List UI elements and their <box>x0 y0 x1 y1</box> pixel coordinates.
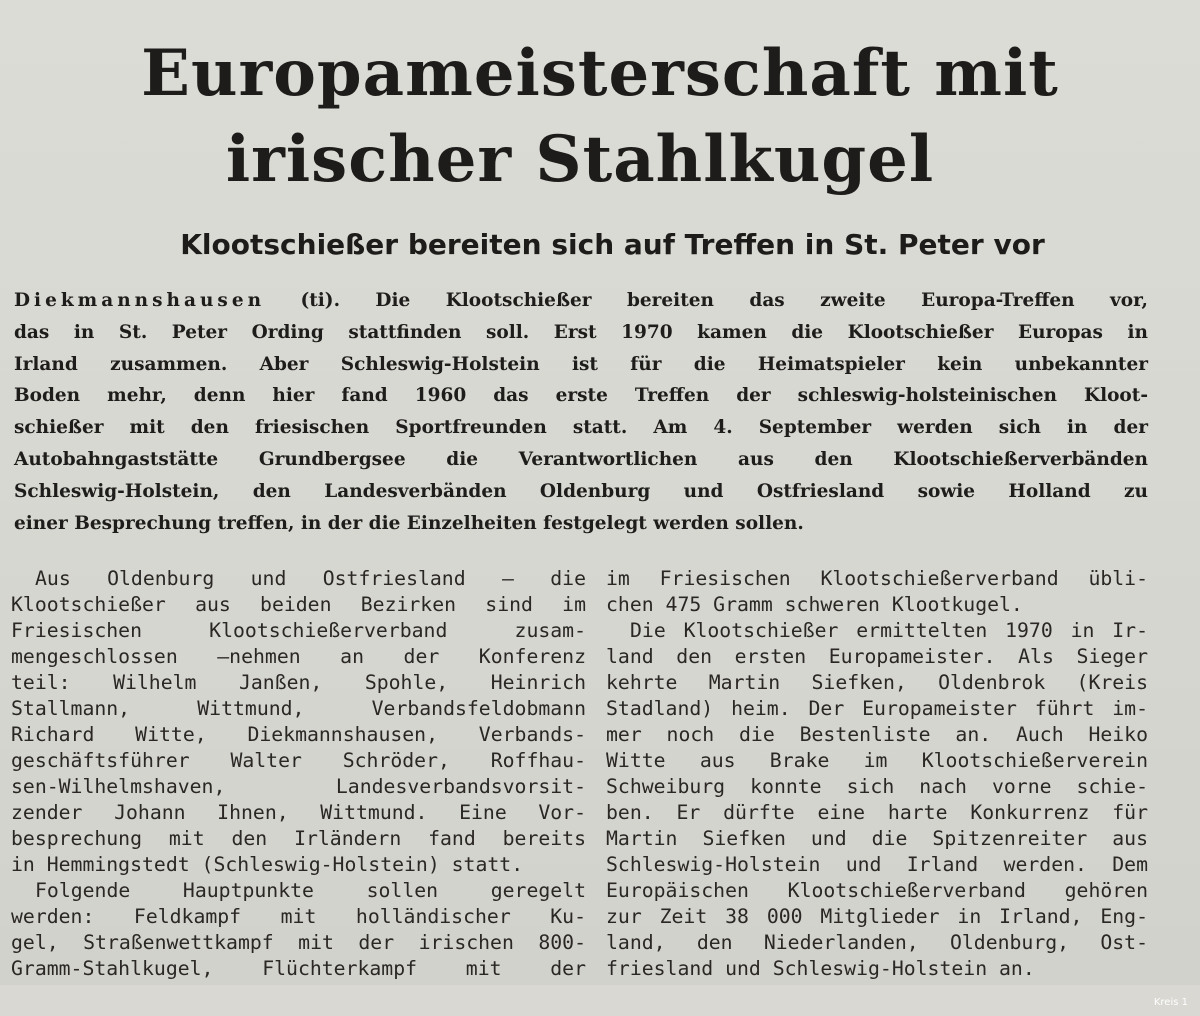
body-line: Richard Witte, Diekmannshausen, Verbands- <box>11 723 586 746</box>
body-line: land den ersten Europameister. Als Sieger <box>606 645 1148 668</box>
lead-line: Diekmannshausen (ti). Die Klootschießer bereiten das zweite Europa-Treffen vor, <box>14 290 1148 311</box>
body-line: gel, Straßenwettkampf mit der irischen 800- <box>11 931 586 954</box>
body-line: teil: Wilhelm Janßen, Spohle, Heinrich <box>11 671 586 694</box>
body-line: besprechung mit den Irländern fand bereits <box>11 827 586 850</box>
body-line: Klootschießer aus beiden Bezirken sind im <box>11 593 586 616</box>
body-line: friesland und Schleswig-Holstein an. <box>606 957 1035 980</box>
body-line: Folgende Hauptpunkte sollen geregelt <box>35 879 586 902</box>
body-line: Stadland) heim. Der Europameister führt im- <box>606 697 1148 720</box>
body-line: Gramm-Stahlkugel, Flüchterkampf mit der <box>11 957 586 980</box>
lead-line: Irland zusammen. Aber Schleswig-Holstein ist für die Heimatspieler kein unbekannter <box>14 353 1148 375</box>
body-line: Witte aus Brake im Klootschießerverein <box>606 749 1148 772</box>
lead-paragraph <box>14 285 1148 539</box>
body-line: Europäischen Klootschießerverband gehören <box>606 879 1148 902</box>
subheadline: Klootschießer bereiten sich auf Treffen in St. Peter vor <box>180 228 1045 261</box>
body-line: im Friesischen Klootschießerverband übli- <box>606 567 1148 590</box>
dateline: Diekmannshausen <box>14 290 266 311</box>
body-line: Stallmann, Wittmund, Verbandsfeldobmann <box>11 697 586 720</box>
body-column-right <box>606 566 1148 982</box>
body-line: Die Klootschießer ermittelten 1970 in Ir- <box>630 619 1148 642</box>
body-column-left <box>11 566 586 982</box>
body-line: sen-Wilhelmshaven, Landesverbandsvorsit- <box>11 775 586 798</box>
body-line: ben. Er dürfte eine harte Konkurrenz für <box>606 801 1148 824</box>
body-line: Schweiburg konnte sich nach vorne schie- <box>606 775 1148 798</box>
lead-line: Autobahngaststätte Grundbergsee die Verantwortlichen aus den Klootschießerverbänden <box>14 448 1148 470</box>
body-line: werden: Feldkampf mit holländischer Ku- <box>11 905 586 928</box>
lead-line: Boden mehr, denn hier fand 1960 das erste Treffen der schleswig-holsteinischen Kloot- <box>14 385 1148 407</box>
body-line: mer noch die Bestenliste an. Auch Heiko <box>606 723 1148 746</box>
body-line: in Hemmingstedt (Schleswig-Holstein) statt. <box>11 853 524 876</box>
body-line: zur Zeit 38 000 Mitglieder in Irland, Eng- <box>606 905 1148 928</box>
lead-line: Schleswig-Holstein, den Landesverbänden Oldenburg und Ostfriesland sowie Holland zu <box>14 480 1148 502</box>
watermark: Kreis 1 <box>1153 997 1188 1008</box>
body-line: Schleswig-Holstein und Irland werden. Dem <box>606 853 1148 876</box>
body-line: kehrte Martin Siefken, Oldenbrok (Kreis <box>606 671 1148 694</box>
headline-line-1: Europameisterschaft mit <box>141 36 1059 111</box>
lead-line: einer Besprechung treffen, in der die Einzelheiten festgelegt werden sollen. <box>14 512 804 534</box>
headline-line-2: irischer Stahlkugel <box>225 122 935 197</box>
body-line: Martin Siefken und die Spitzenreiter aus <box>606 827 1148 850</box>
body-line: zender Johann Ihnen, Wittmund. Eine Vor- <box>11 801 586 824</box>
body-line: land, den Niederlanden, Oldenburg, Ost- <box>606 931 1148 954</box>
body-line: geschäftsführer Walter Schröder, Roffhau- <box>11 749 586 772</box>
body-line: mengeschlossen —nehmen an der Konferenz <box>11 645 586 668</box>
lead-line: das in St. Peter Ording stattfinden soll. Erst 1970 kamen die Klootschießer Europas in <box>14 321 1148 343</box>
lead-line: schießer mit den friesischen Sportfreunden statt. Am 4. September werden sich in der <box>14 417 1148 439</box>
body-line: chen 475 Gramm schweren Klootkugel. <box>606 593 1023 616</box>
body-line: Aus Oldenburg und Ostfriesland — die <box>35 567 586 590</box>
body-line: Friesischen Klootschießerverband zusam- <box>11 619 586 642</box>
